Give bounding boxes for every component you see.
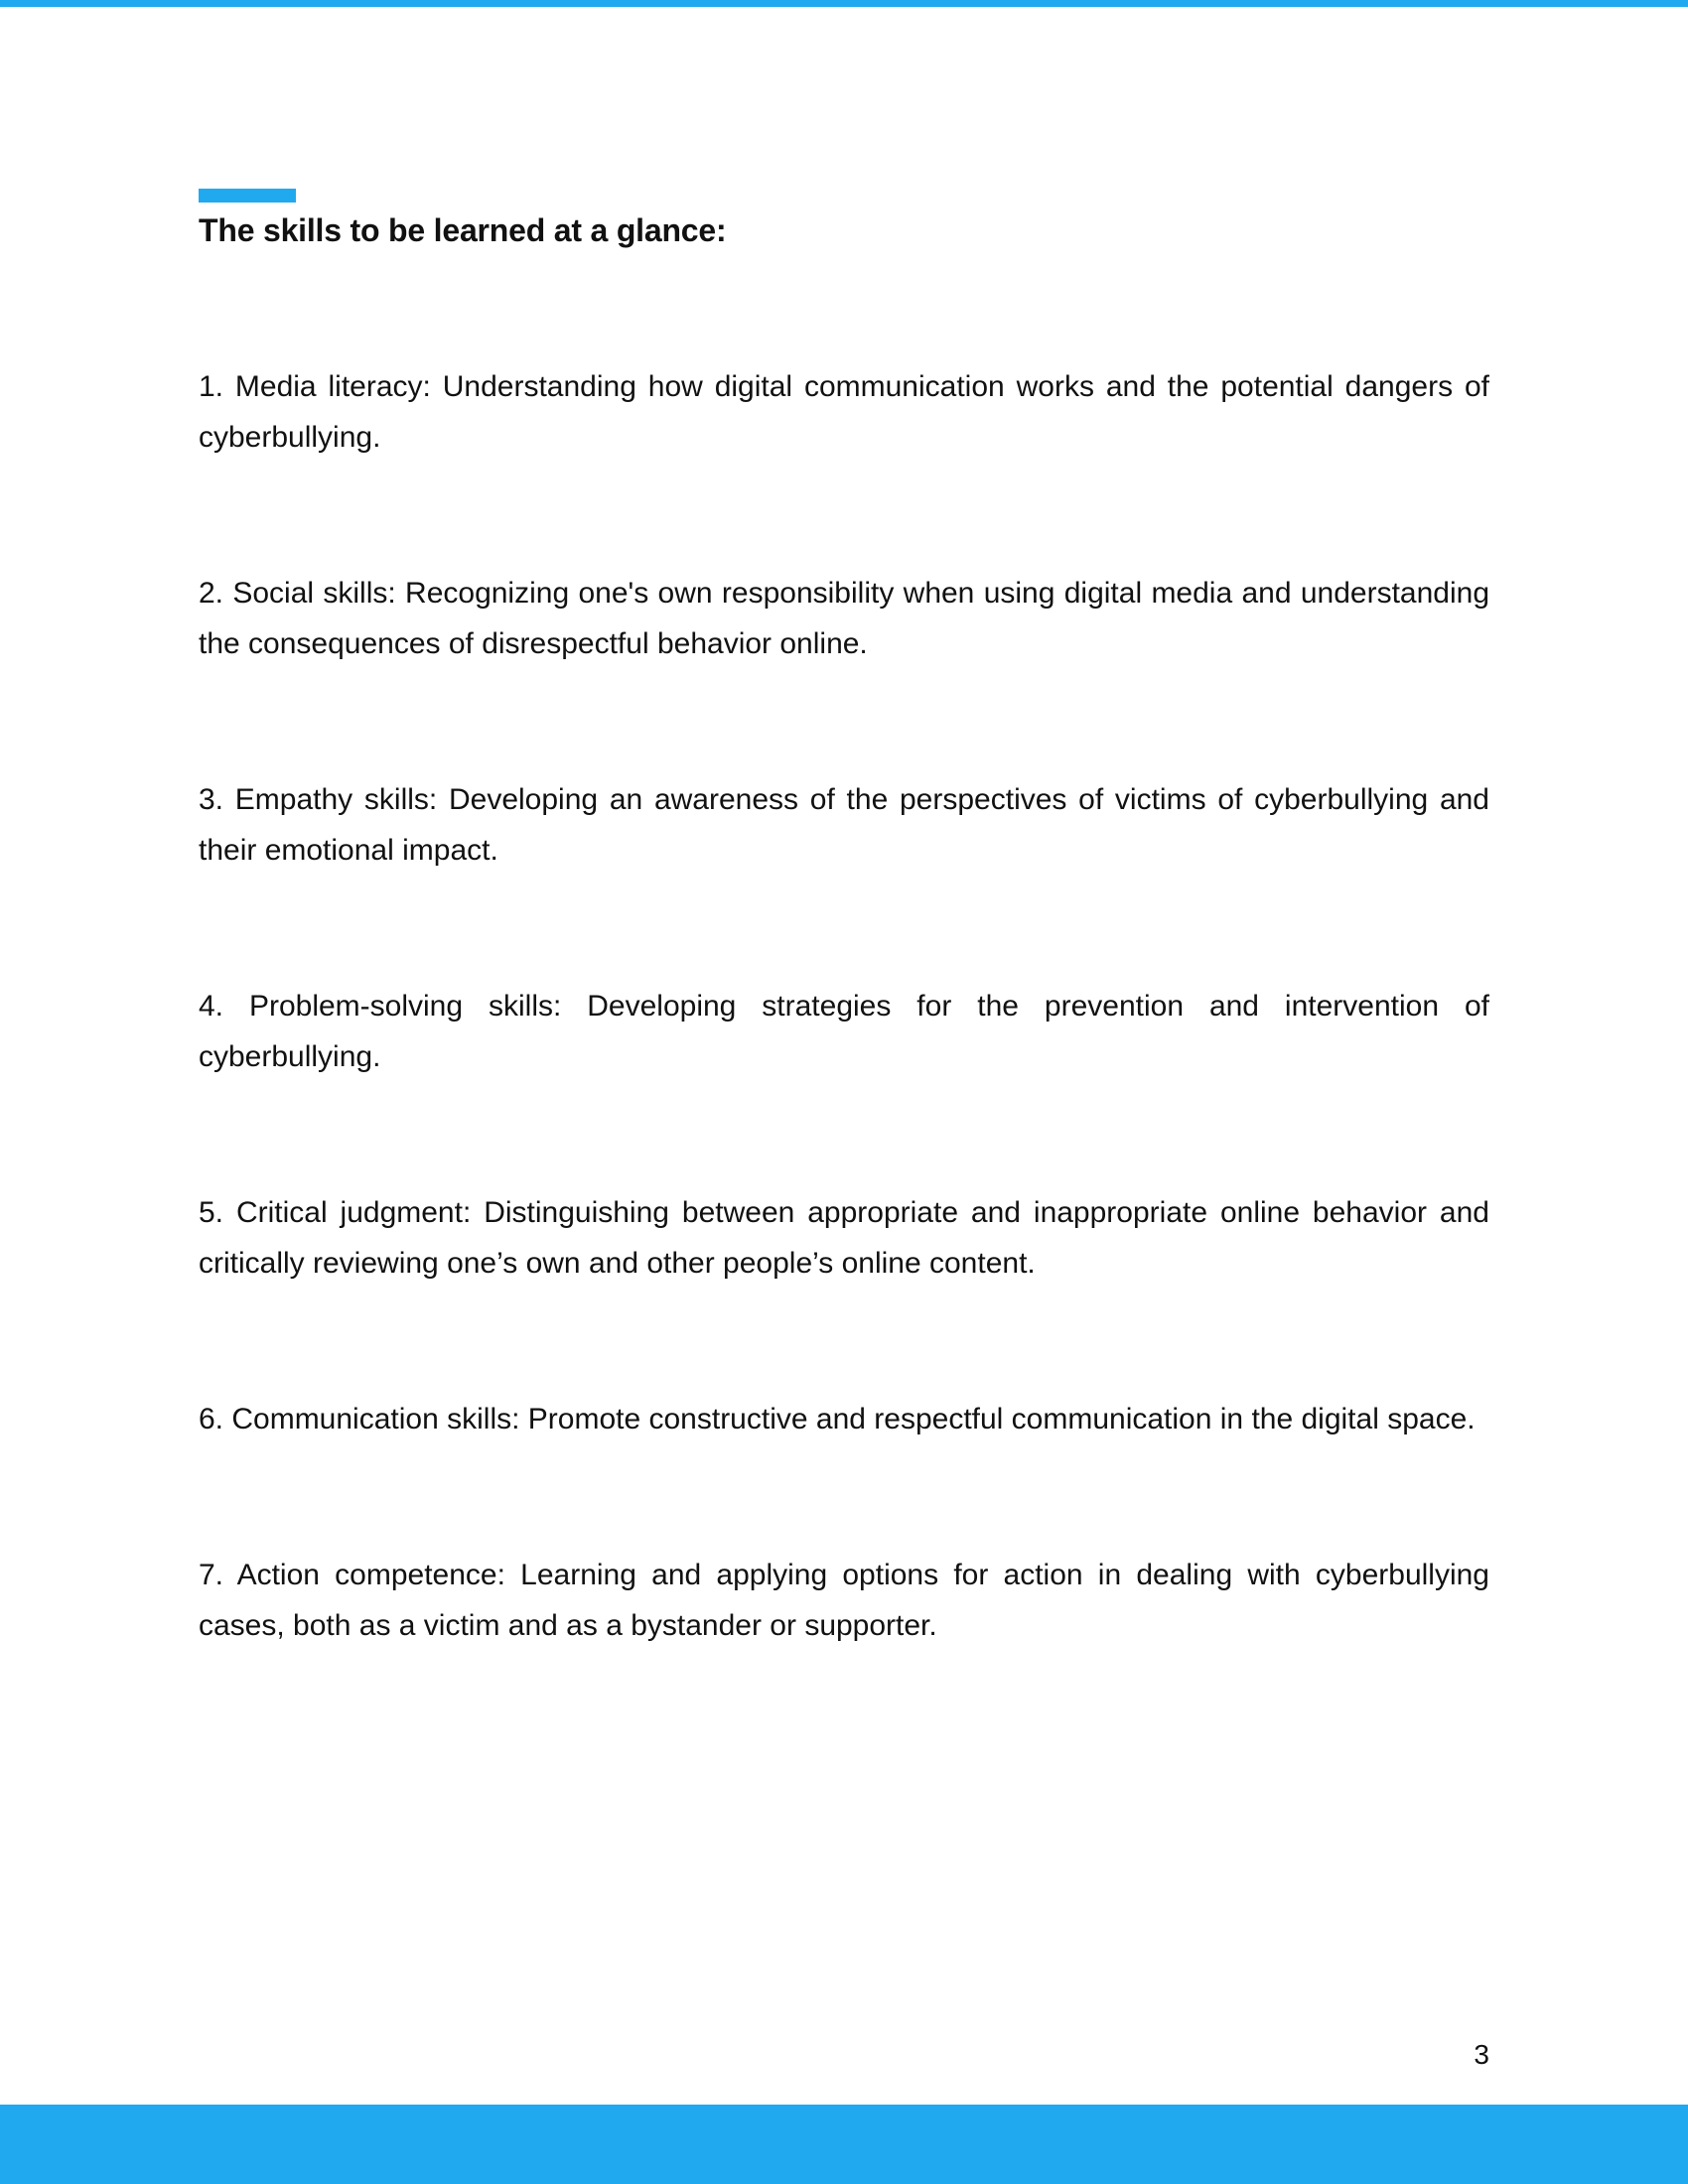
skill-item-social-skills: 2. Social skills: Recognizing one's own responsibility when using digital media and understanding the consequences of disrespectful behavior online. xyxy=(199,577,1489,660)
top-accent-rule xyxy=(0,0,1688,7)
skill-item-action-competence: 7. Action competence: Learning and applying options for action in dealing with cyberbullying cases, both as a victim and as a bystander or supporter. xyxy=(199,1559,1489,1642)
page-heading: The skills to be learned at a glance: xyxy=(199,212,727,248)
skill-item-communication-skills: 6. Communication skills: Promote constructive and respectful communication in the digital space. xyxy=(199,1403,1476,1435)
skill-item-media-literacy: 1. Media literacy: Understanding how digital communication works and the potential dangers of cyberbullying. xyxy=(199,370,1489,454)
page-number: 3 xyxy=(1474,2039,1489,2070)
skills-list xyxy=(199,361,1489,1756)
bottom-accent-band xyxy=(0,2105,1688,2184)
skill-item-critical-judgment: 5. Critical judgment: Distinguishing between appropriate and inappropriate online behavior and critically reviewing one’s own and other people’s online content. xyxy=(199,1196,1489,1280)
skill-item-empathy-skills: 3. Empathy skills: Developing an awareness of the perspectives of victims of cyberbullying and their emotional impact. xyxy=(199,783,1489,867)
heading-accent-bar xyxy=(199,189,296,203)
skill-item-problem-solving: 4. Problem-solving skills: Developing strategies for the prevention and intervention of cyberbullying. xyxy=(199,990,1489,1073)
